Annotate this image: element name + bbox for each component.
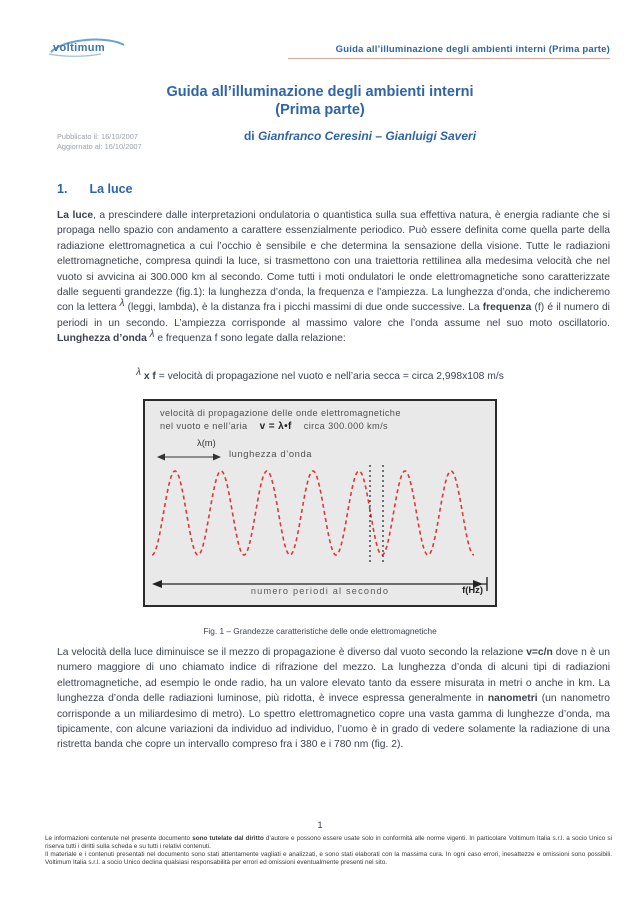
wavelength-arrow-icon [157,452,221,462]
paragraph-2: La velocità della luce diminuisce se il mezzo di propagazione è diverso dal vuoto secondo la relazione v=c/n dove n è un numero maggiore di uno chiamato indice di rifrazione del mezzo. La lunghezza d’onda di alcuni tipi di radiazioni elettromagnetiche, ad esempio le onde radio, ha un valore elevato tanto da essere misurata in metri o anche in km. La lunghezza d’onda delle radiazioni luminose, più ridotta, è invece espressa generalmente in nanometri (un nanometro corrisponde a un miliardesimo di metro). Lo spettro elettromagnetico copre una vasta gamma di lunghezze d’onda, ma tipicamente, con alcune variazioni da individuo ad individuo, l’uomo è in grado di vedere solamente la radiazione di una ristretta banda che copre un intervallo compreso fra i 380 e i 780 nm (fig. 2). [57,647,610,751]
section-number: 1. [57,182,68,196]
voltimum-logo [45,36,129,60]
page-header [45,34,610,62]
formula-line: λ x f = velocità di propagazione nel vuoto e nell’aria secca = circa 2,998x108 m/s [136,367,504,382]
page-number: 1 [317,820,323,831]
wave-path [152,471,474,555]
lambda-axis-label: λ(m) [197,437,216,448]
periods-per-second-label: numero periodi al secondo [250,586,390,596]
figure-text-line1: velocità di propagazione delle onde elettromagnetiche [160,408,401,418]
published-date: Pubblicato il: 16/10/2007 [57,132,138,141]
paragraph-1: La luce, a prescindere dalle interpretazioni ondulatoria o quantistica sulla sua effettiva natura, è energia radiante che si propaga nello spazio con andamento a carattere essenzialmente periodico. Può essere definita come quella parte della radiazione elettromagnetica a cui l’occhio è sensibile e che determina la sensazione della visione. Tutte le radiazioni elettromagnetiche, compresa quindi la luce, si trasmettono con una traiettoria rettilinea alla medesima velocità che nel vuoto si avvicina ai 300.000 km al secondo. Come tutti i moti ondulatori le onde elettromagnetiche sono caratterizzate dalle seguenti grandezze (fig.1): la lunghezza d’onda, la frequenza e l’ampiezza. La lunghezza d’onda, che indicheremo con la lettera λ (leggi, lambda), è la distanza fra i picchi massimi di due onde successive. La frequenza (f) é il numero di periodi in un secondo. L’ampiezza corrisponde al massimo valore che l’onda assume nel suo moto oscillatorio. Lunghezza d’onda λ e frequenza f sono legate dalla relazione: [57,210,610,345]
running-header-title: Guida all’illuminazione degli ambienti interni (Prima parte) [335,44,610,55]
document-title-line1: Guida all’illuminazione degli ambienti interni [166,84,474,100]
wavelength-label: lunghezza d’onda [229,448,313,459]
updated-date: Aggiornato al: 16/10/2007 [57,141,142,151]
logo-text: voltimum [53,42,106,54]
sine-wave-plot [148,463,494,565]
figure-line2-pre: nel vuoto e nell’aria [160,421,248,431]
document-title [0,83,640,119]
byline: di Gianfranco Ceresini – Gianluigi Saveri [243,129,477,143]
frequency-label: f(Hz) [462,584,483,595]
figure-line2-post: circa 300.000 km/s [303,421,389,431]
figure-formula: v = λ•f [259,421,292,432]
figure-1 [0,399,640,607]
footer-line-1: Le informazioni contenute nel presente documento sono tutelate dal diritto d’autore e possono essere usate solo in conformità alle norme vigenti. In particolare Voltimum Italia s.r.l. a socio Unico si riserva tutti i diritti sulla scheda e su tutti i relativi contenuti. [45,835,612,850]
header-rule [288,58,610,59]
footer-line-2: Il materiale e i contenuti presentati nel documento sono stati attentamente vagliati e analizzati, e sono stati elaborati con la massima cura. In ogni caso errori, inesattezze e omissioni sono possibili. Voltimum Italia s.r.l. a socio Unico declina qualsiasi responsabilità per errori ed omissioni eventualmente presenti nel sito. [45,850,612,866]
section-heading [57,182,133,196]
figure-1-caption: Fig. 1 – Grandezze caratteristiche delle onde elettromagnetiche [203,626,437,636]
figure-1-box [143,399,497,607]
footer-legal [45,835,612,867]
document-title-line2: (Prima parte) [275,102,365,118]
figure-text-line2 [160,421,388,432]
section-title: La luce [89,182,133,196]
